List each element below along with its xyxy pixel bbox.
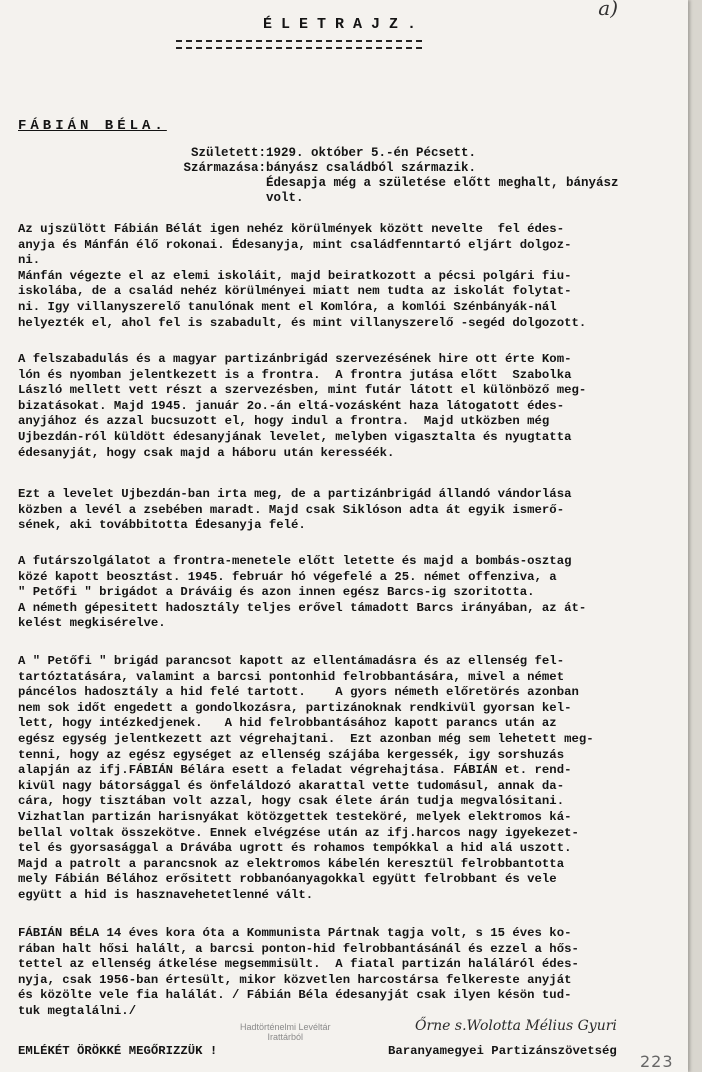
fact-born bbox=[148, 146, 619, 161]
text-line: bellal voltak összekötve. Ennek elvégzése után az ifj.harcos nagy igyekezet- bbox=[18, 825, 579, 840]
text-line: alapján az ifj.FÁBIÁN Bélára esett a feladat végrehajtása. FÁBIÁN et. rend- bbox=[18, 763, 572, 778]
text-line: bizatásokat. Majd 1945. január 2o.-án eltá-vozásként haza látogatott édes- bbox=[18, 398, 565, 413]
text-line: Majd a patrolt a parancsnok az elektromos kábelén keresztül felrobbantotta bbox=[18, 856, 565, 871]
text-line: Vizhatlan partizán harisnyákat kötözgettek testeköré, melyek elektromos ká- bbox=[18, 809, 572, 824]
text-line: ni. bbox=[18, 253, 41, 268]
text-line: lón és nyomban jelentkezett is a frontra. A frontra jutása előtt Szabolka bbox=[18, 367, 572, 382]
text-line: és közölte vele fia halálát. / Fábián Béla édesanyját csak ilyen késön tud- bbox=[18, 988, 572, 1003]
origin-value: bányász családból származik. bbox=[266, 161, 477, 175]
born-label: Született: bbox=[190, 146, 266, 160]
stamp-line-2: Irattárból bbox=[267, 1032, 304, 1042]
text-line: ni. Igy villanyszerelő tanulónak ment el Komlóra, a komlói Szénbányák-nál bbox=[18, 299, 557, 314]
paragraph-liberation bbox=[18, 352, 690, 461]
text-line: cára, hogy tisztában volt azzal, hogy csak élete árán tudja megvalósitani. bbox=[18, 794, 565, 809]
paragraph-letter bbox=[18, 487, 690, 534]
origin-continuation-1: Édesapja még a születése előtt meghalt, bányász bbox=[266, 176, 619, 190]
origin-continuation-2: volt. bbox=[266, 191, 304, 205]
paragraph-death bbox=[18, 926, 690, 1020]
subject-name-heading: FÁBIÁN BÉLA. bbox=[18, 118, 167, 134]
text-line: tartóztatására, valamint a barcsi pontonhid felrobbantására, mivel a német bbox=[18, 669, 565, 684]
page-number: 223 bbox=[640, 1052, 674, 1071]
stamp-line-1: Hadtörténelmi Levéltár bbox=[240, 1022, 331, 1032]
paragraph-bridge bbox=[18, 654, 690, 904]
text-line: Ujbezdán-ról küldött édesanyjának levelet, melyben vigasztalta és nyugtatta bbox=[18, 429, 572, 444]
text-line: tettel az ellenség átkelése megsemmisült. A fiatal partizán haláláról édes- bbox=[18, 957, 579, 972]
text-line: együtt a hid is hasznavehetetlenné vált. bbox=[18, 887, 314, 902]
text-line: tuk megtalálni./ bbox=[18, 1003, 137, 1018]
text-line: nem sok időt engedett a gondolkozásra, partizánoknak rendkivül gyorsan kel- bbox=[18, 700, 572, 715]
text-line: A futárszolgálatot a frontra-menetele előtt letette és majd a bombás-osztag bbox=[18, 554, 572, 568]
born-value: 1929. október 5.-én Pécsett. bbox=[266, 146, 477, 160]
text-line: nyja, csak 1956-ban értesült, mikor közvetlen harcostársa felkereste anyját bbox=[18, 972, 572, 987]
text-line: egész egység jelentkezett azt végrehajtani. Ezt azonban még sem lehetett meg- bbox=[18, 731, 594, 746]
paragraph-childhood bbox=[18, 222, 690, 331]
text-line: Az ujszülött Fábián Bélát igen nehéz körülmények között nevelte fel édes- bbox=[18, 222, 565, 236]
footer-motto: EMLÉKÉT ÖRÖKKÉ MEGŐRIZZÜK ! bbox=[18, 1044, 218, 1058]
text-line: édesanyját, hogy csak majd a háboru után keresséék. bbox=[18, 445, 395, 460]
document-title: ÉLETRAJZ. bbox=[262, 16, 425, 33]
fact-origin bbox=[148, 161, 619, 176]
text-line: " Petőfi " brigádot a Dráváig és azon innen egész Barcs-ig szoritotta. bbox=[18, 585, 535, 600]
text-line: helyezték el, ahol fel is szabadult, és mint villanyszerelő -segéd dolgozott. bbox=[18, 315, 587, 330]
archive-stamp bbox=[240, 1022, 331, 1042]
text-line: A " Petőfi " brigád parancsot kapott az ellentámadásra és az ellenség fel- bbox=[18, 654, 565, 668]
text-line: kivül nagy bátorsággal és önfeláldozó akarattal vette tudomásul, annak da- bbox=[18, 778, 565, 793]
text-line: anyjához és azzal bucsuzott el, hogy indul a frontra. Majd utközben még bbox=[18, 414, 550, 429]
text-line: anyja és Mánfán élő rokonai. Édesanyja, mint családfenntartó eljárt dolgoz- bbox=[18, 237, 572, 252]
text-line: A felszabadulás és a magyar partizánbrigád szervezésének hire ott érte Kom- bbox=[18, 352, 572, 366]
text-line: rában halt hősi halált, a barcsi ponton-hid felrobbantásánál és ezzel a hős- bbox=[18, 941, 579, 956]
personal-facts bbox=[148, 146, 619, 206]
handwritten-signature-note: Őrne s.Wolotta Mélius Gyuri bbox=[415, 1018, 617, 1034]
text-line: tenni, hogy az egész egységet az ellenség szájába kergessék, igy sorshuzás bbox=[18, 747, 565, 762]
title-underline bbox=[176, 40, 422, 49]
text-line: lett, hogy intézkedjenek. A hid felrobbantásához kapott parancs után az bbox=[18, 716, 557, 731]
text-line: mely Fábián Bélához erősitett robbanóanyagokkal együtt felrobbant és vele bbox=[18, 872, 557, 887]
text-line: közben a levél a zsebében maradt. Majd csak Siklóson adta át egyik ismerő- bbox=[18, 502, 565, 517]
text-line: FÁBIÁN BÉLA 14 éves kora óta a Kommunista Pártnak tagja volt, s 15 éves ko- bbox=[18, 926, 572, 940]
text-line: László mellett vett részt a szervezésben, mint futár látott el különböző meg- bbox=[18, 383, 587, 398]
text-line: kelést megkisérelve. bbox=[18, 616, 166, 631]
corner-handwritten-mark: a) bbox=[598, 0, 618, 20]
text-line: Mánfán végezte el az elemi iskoláit, majd beiratkozott a pécsi polgári fiu- bbox=[18, 268, 572, 283]
paragraph-courier bbox=[18, 554, 690, 632]
origin-label: Származása: bbox=[183, 161, 266, 175]
footer-organization: Baranyamegyei Partizánszövetség bbox=[388, 1044, 617, 1058]
text-line: közé kapott beosztást. 1945. február hó végefelé a 25. német offenziva, a bbox=[18, 569, 557, 584]
text-line: A németh gépesitett hadosztály teljes erővel támadott Barcs irányában, az át- bbox=[18, 600, 587, 615]
text-line: sének, aki továbbitotta Édesanyja felé. bbox=[18, 518, 306, 533]
text-line: tel és gyorsasággal a Drávába ugrott és rohamos tempókkal a hid alá uszott. bbox=[18, 841, 572, 856]
text-line: iskolába, de a család nehéz körülményei miatt nem tudta az iskolát folytat- bbox=[18, 284, 572, 299]
text-line: Ezt a levelet Ujbezdán-ban irta meg, de a partizánbrigád állandó vándorlása bbox=[18, 487, 572, 501]
text-line: páncélos hadosztály a hid felé tartott. A gyors németh előretörés azonban bbox=[18, 685, 579, 700]
